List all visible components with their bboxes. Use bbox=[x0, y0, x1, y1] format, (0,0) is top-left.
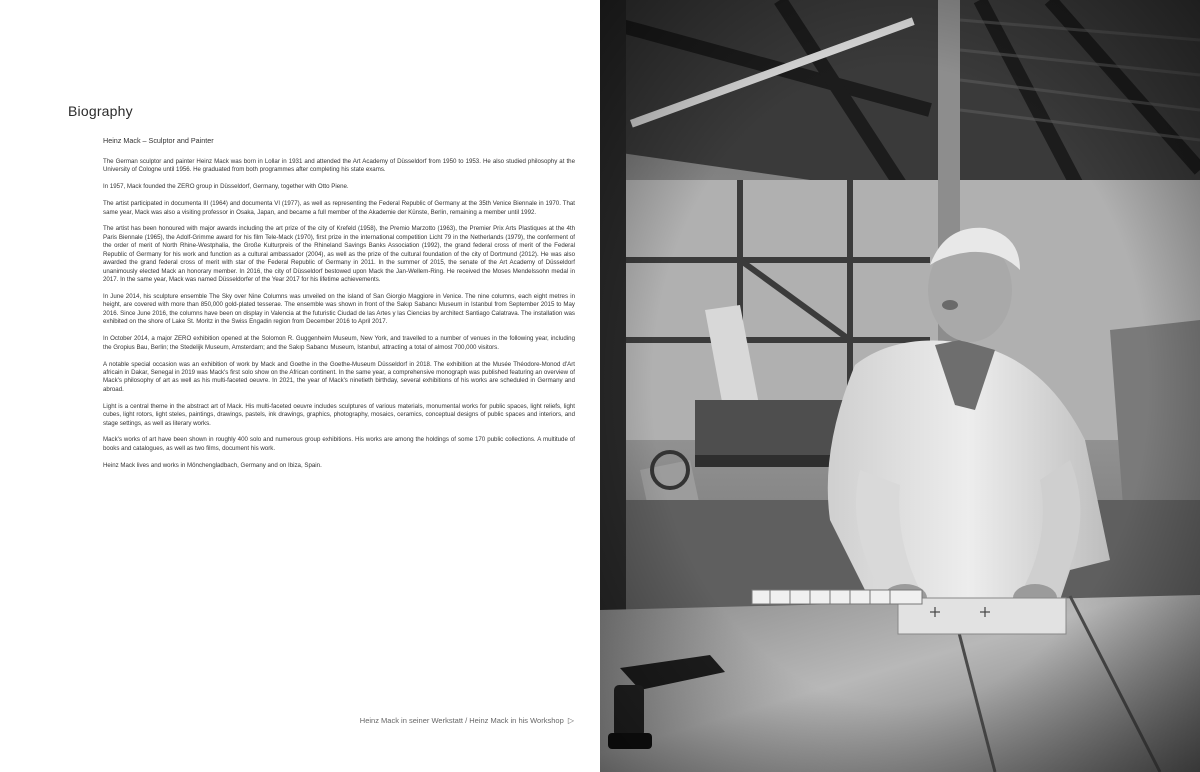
paragraph: In October 2014, a major ZERO exhibition opened at the Solomon R. Guggenheim Museum, New York, and travelled to a number of venues in the following year, including the Gropius Bau, Berlin; the Stedelijk Museum, Amsterdam; and the Sakıp Sabancı Museum, Istanbul, attracting a total of almost 700,000 visitors. bbox=[103, 335, 575, 351]
workshop-photo-illustration bbox=[600, 0, 1200, 772]
paragraph: In June 2014, his sculpture ensemble The Sky over Nine Columns was unveiled on the island of San Giorgio Maggiore in Venice. The nine columns, each eight metres in height, are covered with more than 850,000 gold-plated tesserae. The ensemble was shown in front of the Sakıp Sabancı Museum in Istanbul from September 2015 to May 2016. Since June 2016, the columns have been on display in Valencia at the futuristic Ciudad de las Artes y las Ciencias by architect Santiago Calatrava. The installation was exhibited on the shore of Lake St. Moritz in the Swiss Engadin region from December 2016 to April 2017. bbox=[103, 293, 575, 326]
section-heading: Biography bbox=[68, 103, 133, 119]
paragraph: Mack's works of art have been shown in roughly 400 solo and numerous group exhibitions. His works are among the holdings of some 170 public collections. A multitude of books and catalogues, as well as two films, document his work. bbox=[103, 436, 575, 452]
paragraph: In 1957, Mack founded the ZERO group in Düsseldorf, Germany, together with Otto Piene. bbox=[103, 183, 349, 191]
paragraph: Heinz Mack lives and works in Mönchengladbach, Germany and on Ibiza, Spain. bbox=[103, 461, 322, 469]
workshop-photo bbox=[600, 0, 1200, 772]
paragraph: The German sculptor and painter Heinz Mack was born in Lollar in 1931 and attended the Art Academy of Düsseldorf from 1950 to 1953. He also studied philosophy at the University of Cologne until 1956. He graduated from both programmes after completing his state exams. bbox=[103, 158, 575, 174]
subheading: Heinz Mack – Sculptor and Painter bbox=[103, 136, 214, 145]
paragraph: The artist has been honoured with major awards including the art prize of the city of Krefeld (1958), the Premio Marzotto (1963), the Premier Prix Arts Plastiques at the 4th Paris Biennale (1965), the Adolf-Grimme award for his film Tele-Mack (1970), first prize in the international competition Licht 79 in the Netherlands (1979), the conferment of the order of merit of North Rhine-Westphalia, the Große Kulturpreis of the Rhineland Savings Banks Association (1992), the grand federal cross of merit of the Federal Republic of Germany for his work and function as a cultural ambassador (2004), as well as the prize of the cultural foundation of the city of Dortmund (2012). He was also awarded the grand federal cross of merit with star of the Federal Republic of Germany in 2011. In the summer of 2015, the senate of the Art Academy of Düsseldorf unanimously elected Mack an honorary member. In 2016, the city of Düsseldorf bestowed upon Mack the Jan-Wellem-Ring. He received the Moses Mendelssohn medal in 2017. In the same year, Mack was named Düsseldorfer of the Year 2017 for his lifetime achievements. bbox=[103, 225, 575, 284]
biography-body bbox=[103, 158, 575, 479]
paragraph: A notable special occasion was an exhibition of work by Mack and Goethe in the Goethe-Museum Düsseldorf in 2018. The exhibition at the Musée Théodore-Monod d'Art africain in Dakar, Senegal in 2019 was Mack's first solo show on the African continent. In the same year, a comprehensive monograph was published featuring an overview of Mack's philosophy of art as well as his multi-faceted oeuvre. In 2021, the year of Mack's ninetieth birthday, several exhibitions of his works are scheduled in Germany and abroad. bbox=[103, 360, 575, 393]
caption-arrow-icon: ▷ bbox=[567, 716, 574, 725]
paragraph: Light is a central theme in the abstract art of Mack. His multi-faceted oeuvre includes sculptures of various materials, monumental works for public spaces, light reliefs, light cubes, light rotors, light steles, paintings, drawings, pastels, ink drawings, graphics, photography, mosaics, ceramics, conceptual designs of public spaces and interiors, and stage settings, as well as literary works. bbox=[103, 402, 575, 427]
photo-caption bbox=[360, 716, 574, 725]
caption-text: Heinz Mack in seiner Werkstatt / Heinz Mack in his Workshop bbox=[359, 716, 564, 725]
paragraph: The artist participated in documenta III (1964) and documenta VI (1977), as well as representing the Federal Republic of Germany at the 35th Venice Biennale in 1970. That same year, Mack was also a visiting professor in Osaka, Japan, and became a full member of the Akademie der Künste, Berlin, remaining a member until 1992. bbox=[103, 200, 575, 216]
